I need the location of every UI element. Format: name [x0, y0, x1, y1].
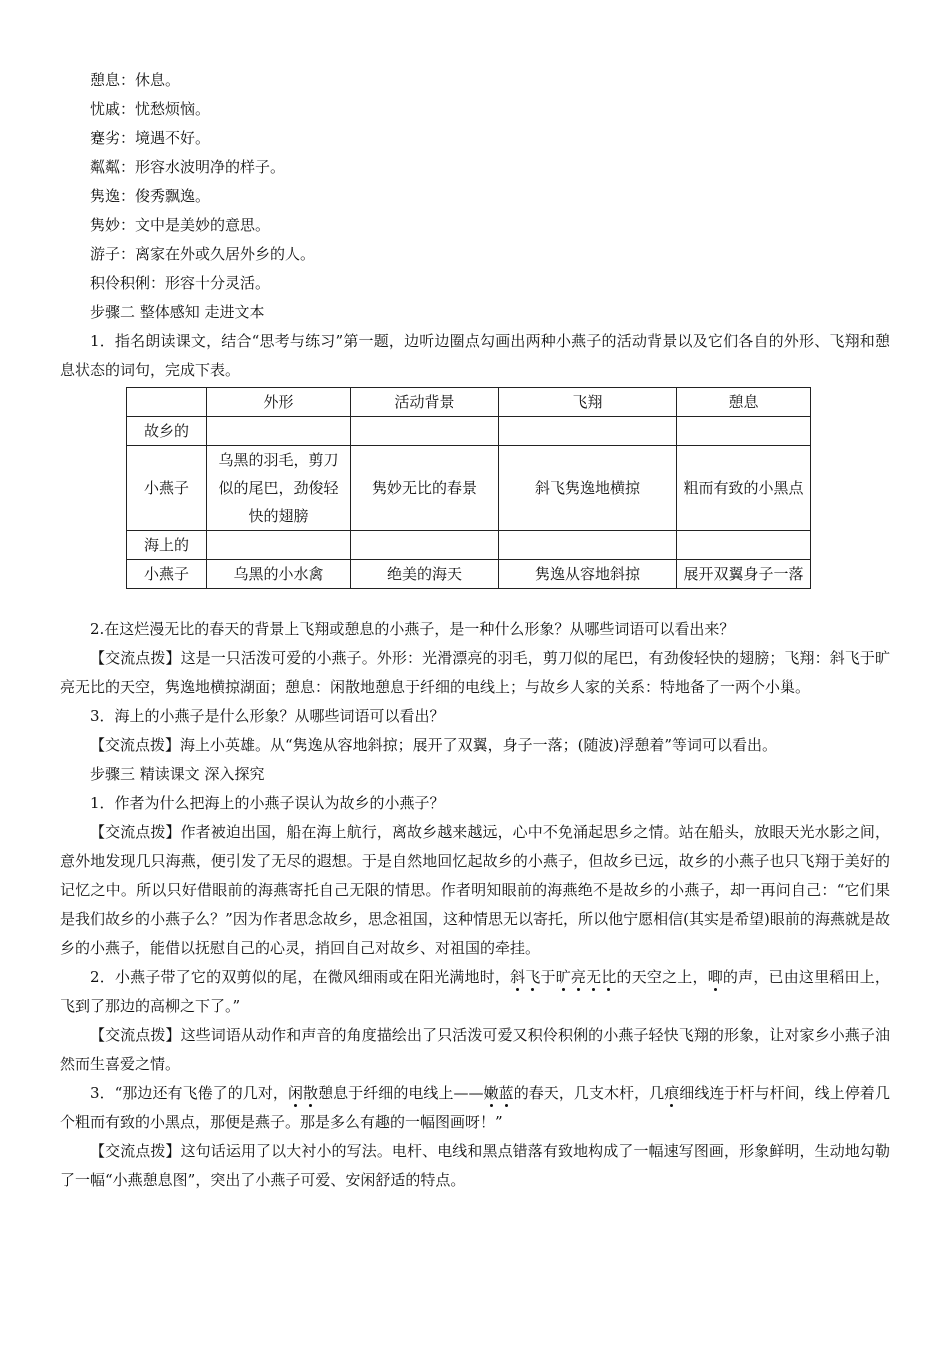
step2-answer-3: 【交流点拨】海上小英雄。从“隽逸从容地斜掠；展开了双翼，身子一落；(随波)浮憩着”等词可以看出。: [90, 736, 778, 754]
table-header-cell: [127, 388, 207, 417]
table-cell: 乌黑的羽毛，剪刀似的尾巴，劲俊轻快的翅膀: [207, 446, 351, 531]
table-cell: [351, 417, 499, 446]
text-run: 细线连于杆与杆间，线上停着几个粗而有致的小黑点，那便是燕子。那是多么有趣的一幅图画呀！”: [60, 1084, 890, 1131]
emphasis-dot-char: 唧: [707, 968, 723, 986]
table-row-label: 小燕子: [127, 560, 207, 589]
table-cell: [677, 531, 811, 560]
table-cell: 粗而有致的小黑点: [677, 446, 811, 531]
step3-question-2: [60, 963, 890, 1021]
emphasis-dot-char: 痕: [664, 1084, 680, 1102]
table-cell: 展开双翼身子一落: [677, 560, 811, 589]
emphasized-phrase: [664, 1084, 679, 1102]
step2-question-3: 3．海上的小燕子是什么形象？从哪些词语可以看出？: [90, 707, 445, 725]
table-cell: [207, 531, 351, 560]
vocab-item: 粼粼：形容水波明净的样子。: [90, 158, 286, 176]
emphasis-dot-char: 飞: [525, 968, 541, 986]
table-cell: 乌黑的小水禽: [207, 560, 351, 589]
emphasis-dot-char: 亮: [570, 968, 587, 986]
text-run: 的声，已由这里稻田上，飞到了那边的高柳之下了。”: [60, 968, 890, 1015]
step2-heading: 步骤二 整体感知 走进文本: [90, 303, 265, 321]
emphasized-phrase: [288, 1084, 318, 1102]
step3-answer-2: 【交流点拨】这些词语从动作和声音的角度描绘出了只活泼可爱又积伶积俐的小燕子轻快飞翔的形象，让对家乡小燕子油然而生喜爱之情。: [60, 1026, 890, 1073]
step3-heading: 步骤三 精读课文 深入探究: [90, 765, 265, 783]
table-header-cell: 外形: [207, 388, 351, 417]
table-cell: 绝美的海天: [351, 560, 499, 589]
vocab-item: 蹇劣：境遇不好。: [90, 129, 211, 147]
step3-question-1: 1．作者为什么把海上的小燕子误认为故乡的小燕子？: [90, 794, 445, 812]
text-run: 憩息于纤细的电线上——: [318, 1084, 484, 1102]
step2-question-1: 1．指名朗读课文，结合“思考与练习”第一题，边听边圈点勾画出两种小燕子的活动背景以及它们各自的外形、飞翔和憩息状态的词句，完成下表。: [60, 332, 890, 379]
table-header-cell: 活动背景: [351, 388, 499, 417]
emphasis-dot-char: 无: [586, 968, 602, 986]
emphasis-dot-char: 散: [303, 1084, 319, 1102]
vocab-list: [60, 66, 890, 298]
table-header-row: [127, 388, 811, 417]
table-row: [127, 531, 811, 560]
text-run: 3．“那边还有飞倦了的几对，: [90, 1084, 288, 1102]
table-cell: 斜飞隽逸地横掠: [499, 446, 677, 531]
vocab-item: 积伶积俐：形容十分灵活。: [90, 274, 271, 292]
emphasized-phrase: [510, 968, 540, 986]
emphasis-dot-char: 斜: [510, 968, 526, 986]
step2-question-2: 2.在这烂漫无比的春天的背景上飞翔或憩息的小燕子，是一种什么形象？从哪些词语可以看出来？: [90, 620, 735, 638]
emphasized-phrase: [708, 968, 723, 986]
step3-question-3: [60, 1079, 890, 1137]
table-row-label: 故乡的: [127, 417, 207, 446]
table-cell: 隽妙无比的春景: [351, 446, 499, 531]
table-cell: [351, 531, 499, 560]
emphasized-phrase: [484, 1084, 514, 1102]
text-run: 的天空之上，: [616, 968, 708, 986]
table-header-cell: 飞翔: [499, 388, 677, 417]
table-cell: [499, 531, 677, 560]
emphasis-dot-char: 闲: [287, 1084, 303, 1102]
vocab-item: 隽妙：文中是美妙的意思。: [90, 216, 271, 234]
emphasis-dot-char: 嫩: [483, 1084, 499, 1102]
table-cell: [677, 417, 811, 446]
emphasis-dot-char: 比: [601, 968, 617, 986]
table-row-label: 小燕子: [127, 446, 207, 531]
comparison-table: [126, 387, 811, 589]
emphasized-phrase: [556, 968, 617, 986]
table-row: [127, 560, 811, 589]
table-cell: [499, 417, 677, 446]
vocab-item: 隽逸：俊秀飘逸。: [90, 187, 211, 205]
text-run: 于: [540, 968, 556, 986]
text-run: 的春天，几支木杆，几: [513, 1084, 665, 1102]
table-row-label: 海上的: [127, 531, 207, 560]
emphasis-dot-char: 蓝: [498, 1084, 514, 1102]
table-row: [127, 446, 811, 531]
vocab-item: 游子：离家在外或久居外乡的人。: [90, 245, 316, 263]
text-run: 2．小燕子带了它的双剪似的尾，在微风细雨或在阳光满地时，: [90, 968, 511, 986]
table-cell: [207, 417, 351, 446]
emphasis-dot-char: 旷: [555, 968, 571, 986]
table-row: [127, 417, 811, 446]
step2-answer-2: 【交流点拨】这是一只活泼可爱的小燕子。外形：光滑漂亮的羽毛，剪刀似的尾巴，有劲俊轻快的翅膀；飞翔：斜飞于旷亮无比的天空，隽逸地横掠湖面；憩息：闲散地憩息于纤细的电线上；与故乡人家的关系：特地备了一两个小巢。: [60, 649, 890, 696]
table-header-cell: 憩息: [677, 388, 811, 417]
step3-answer-1: 【交流点拨】作者被迫出国，船在海上航行，离故乡越来越远，心中不免涌起思乡之情。站在船头，放眼天光水影之间，意外地发现几只海燕，便引发了无尽的遐想。于是自然地回忆起故乡的小燕子，但故乡已远，故乡的小燕子也只飞翔于美好的记忆之中。所以只好借眼前的海燕寄托自己无限的情思。作者明知眼前的海燕绝不是故乡的小燕子，却一再问自己：“它们果是我们故乡的小燕子么？”因为作者思念故乡，思念祖国，这种情思无以寄托，所以他宁愿相信(其实是希望)眼前的海燕就是故乡的小燕子，能借以抚慰自己的心灵，捎回自己对故乡、对祖国的牵挂。: [60, 823, 890, 957]
step3-answer-3: 【交流点拨】这句话运用了以大衬小的写法。电杆、电线和黑点错落有致地构成了一幅速写图画，形象鲜明，生动地勾勒了一幅“小燕憩息图”，突出了小燕子可爱、安闲舒适的特点。: [60, 1142, 890, 1189]
table-cell: 隽逸从容地斜掠: [499, 560, 677, 589]
document-page: [60, 66, 890, 1195]
vocab-item: 憩息：休息。: [90, 71, 181, 89]
vocab-item: 忧戚：忧愁烦恼。: [90, 100, 211, 118]
